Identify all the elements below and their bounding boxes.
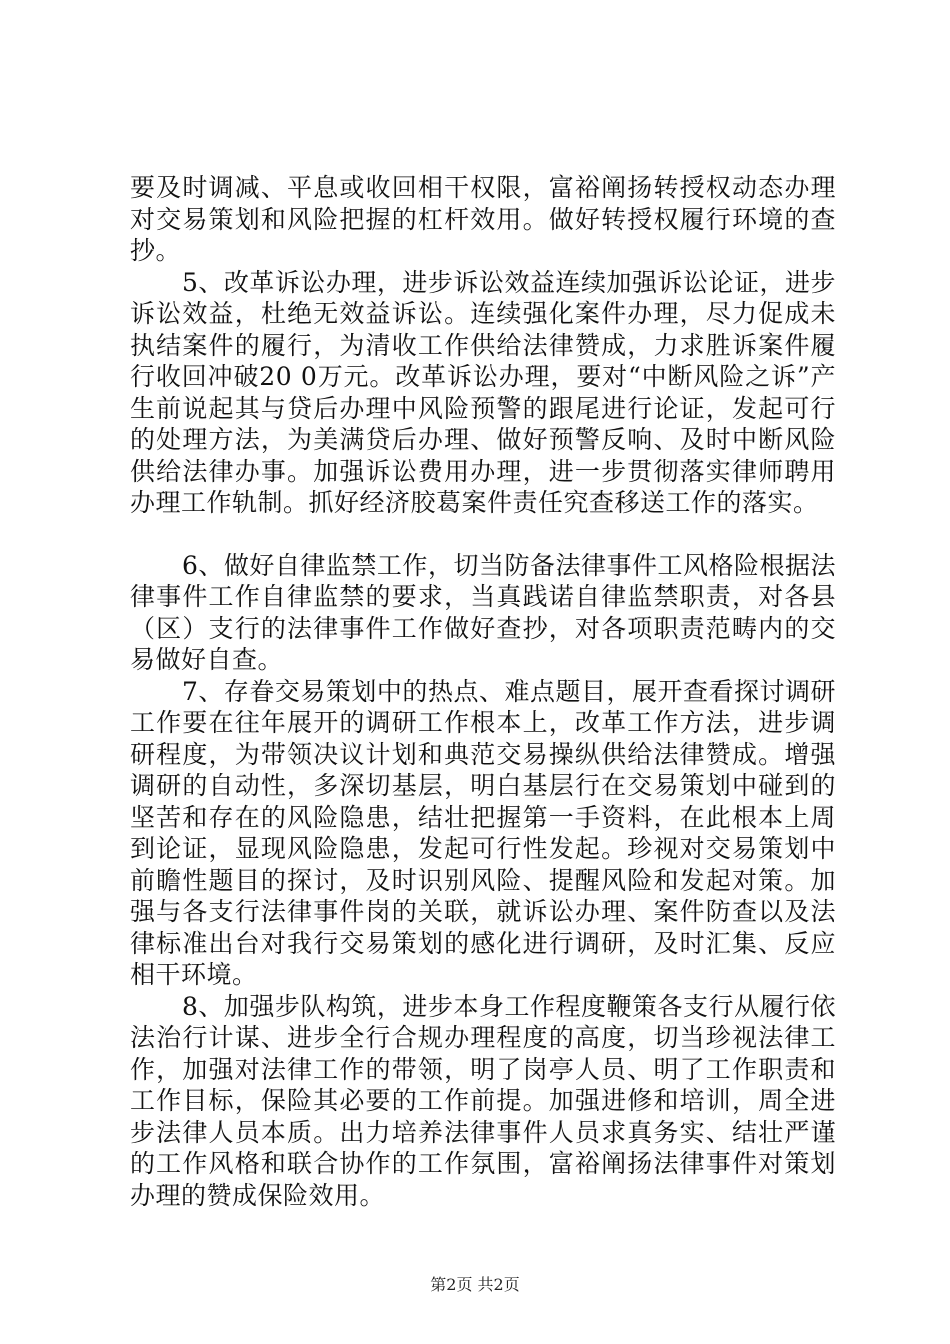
document-body bbox=[130, 172, 836, 1211]
page-footer: 第2页 共2页 bbox=[430, 1275, 520, 1294]
paragraph-item-6: 6、做好自律监禁工作，切当防备法律事件工风格险根据法律事件工作自律监禁的要求，当真践诺自律监禁职责，对各县（区）支行的法律事件工作做好查抄，对各项职责范畴内的交易做好自查。 bbox=[130, 550, 836, 674]
paragraph-item-8: 8、加强步队构筑，进步本身工作程度鞭策各支行从履行依法治行计谋、进步全行合规办理程度的高度，切当珍视法律工作，加强对法律工作的带领，明了岗亭人员、明了工作职责和工作目标，保险其必要的工作前提。加强进修和培训，周全进步法律人员本质。出力培养法律事件人员求真务实、结壮严谨的工作风格和联合协作的工作氛围，富裕阐扬法律事件对策划办理的赞成保险效用。 bbox=[130, 991, 836, 1210]
paragraph-continuation: 要及时调减、平息或收回相干权限，富裕阐扬转授权动态办理对交易策划和风险把握的杠杆效用。做好转授权履行环境的查抄。 bbox=[130, 173, 836, 265]
paragraph-item-7: 7、存眷交易策划中的热点、难点题目，展开查看探讨调研工作要在往年展开的调研工作根本上，改革工作方法，进步调研程度，为带领决议计划和典范交易操纵供给法律赞成。增强调研的自动性，多深切基层，明白基层行在交易策划中碰到的坚苦和存在的风险隐患，结壮把握第一手资料，在此根本上周到论证，显现风险隐患，发起可行性发起。珍视对交易策划中前瞻性题目的探讨，及时识别风险、提醒风险和发起对策。加强与各支行法律事件岗的关联，就诉讼办理、案件防查以及法律标准出台对我行交易策划的感化进行调研，及时汇集、反应相干环境。 bbox=[130, 676, 836, 989]
paragraph-item-5: 5、改革诉讼办理，进步诉讼效益连续加强诉讼论证，进步诉讼效益，杜绝无效益诉讼。连续强化案件办理，尽力促成未执结案件的履行，为清收工作供给法律赞成，力求胜诉案件履行收回冲破20 0万元。改革诉讼办理，要对“中断风险之诉”产生前说起其与贷后办理中风险预警的跟尾进行论证，发起可行的处理方法，为美满贷后办理、做好预警反响、及时中断风险供给法律办事。加强诉讼费用办理，进一步贯彻落实律师聘用办理工作轨制。抓好经济胶葛案件责任究查移送工作的落实。 bbox=[130, 267, 836, 517]
